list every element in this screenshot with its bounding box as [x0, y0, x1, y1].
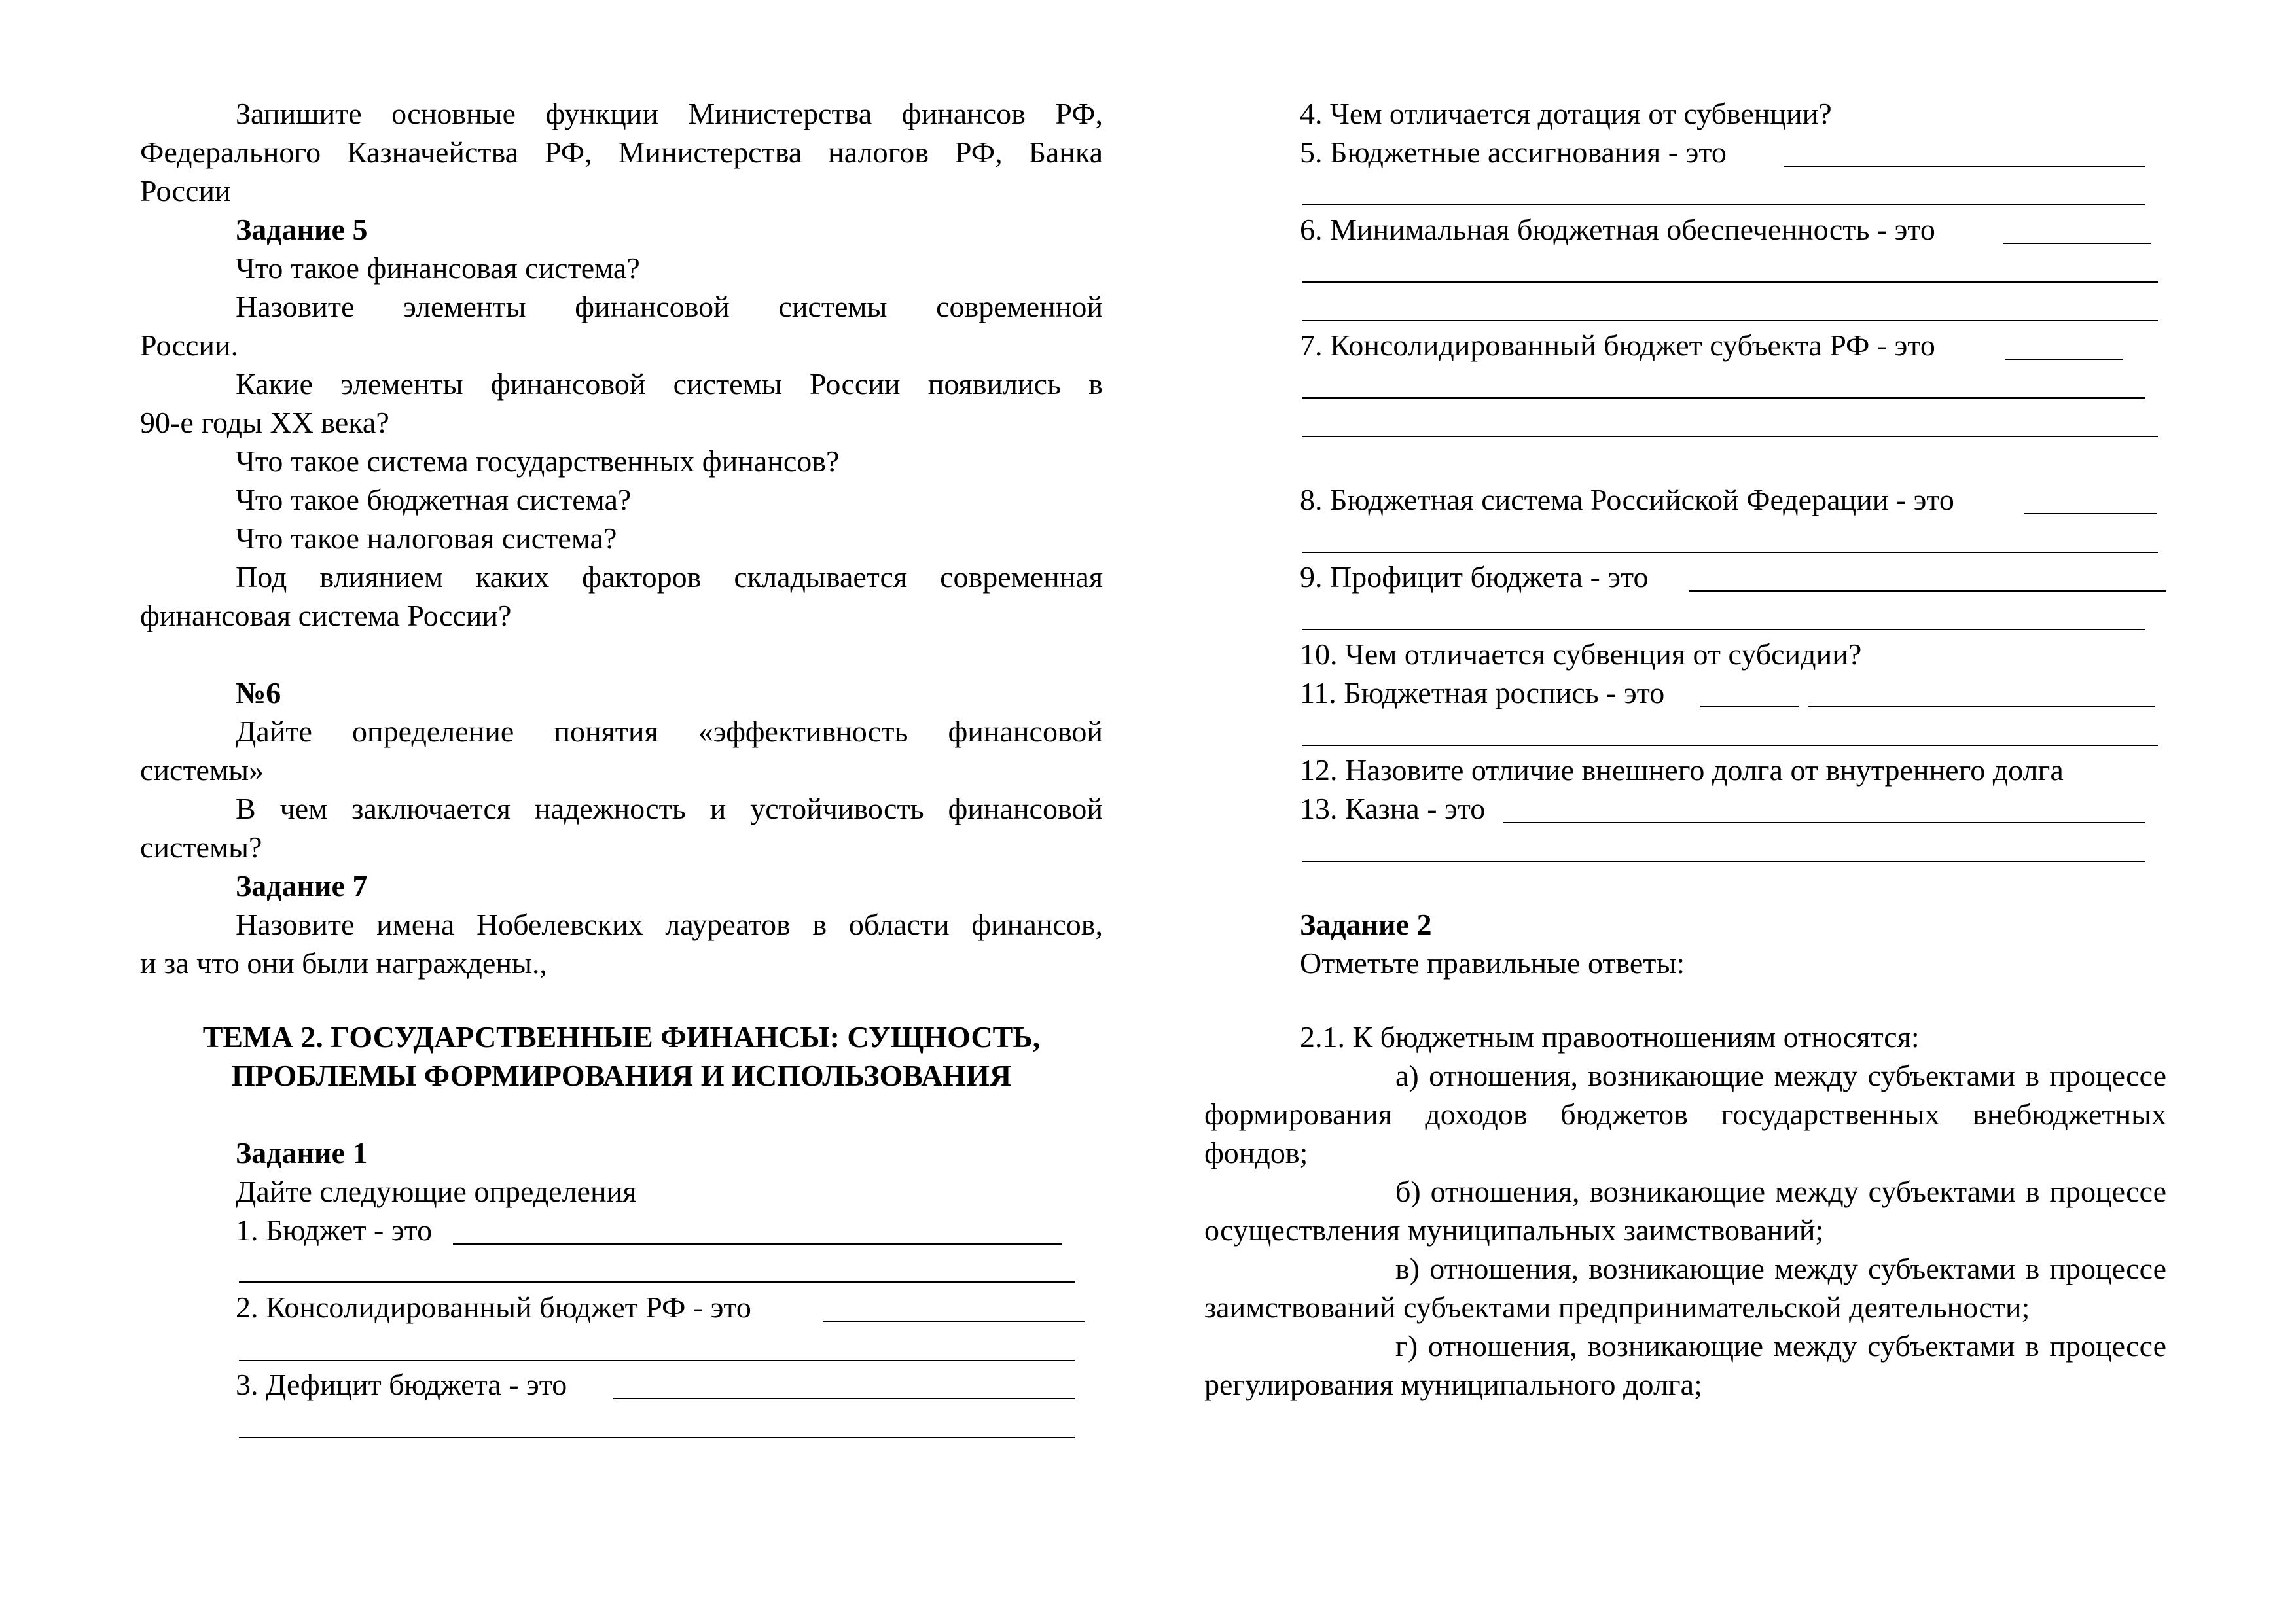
theme-title-line-2: ПРОБЛЕМЫ ФОРМИРОВАНИЯ И ИСПОЛЬЗОВАНИЯ — [231, 1059, 1012, 1092]
item-4: 4. Чем отличается дотация от субвенции? — [1300, 97, 1832, 130]
answer-line — [2024, 513, 2157, 514]
option-c-line-2: заимствований субъектами предпринимательской деятельности; — [1204, 1291, 2030, 1324]
task5-q7-line-2: финансовая система России? — [140, 599, 512, 632]
option-d-line-1: г) отношения, возникающие между субъектами в процессе — [1395, 1329, 2166, 1363]
answer-line — [1302, 397, 2145, 399]
answer-line — [1689, 590, 2166, 592]
option-d-line-2: регулирования муниципального долга; — [1204, 1368, 1702, 1401]
question-2-1: 2.1. К бюджетным правоотношениям относятся: — [1300, 1020, 1920, 1054]
option-a-line-3: фондов; — [1204, 1136, 1308, 1169]
functions-line-3: России — [140, 174, 231, 207]
task7-q1-line-2: и за что они были награждены., — [140, 946, 547, 980]
task5-q1: Что такое финансовая система? — [236, 251, 640, 285]
answer-line — [1808, 706, 2155, 707]
item-5: 5. Бюджетные ассигнования - это — [1300, 135, 1727, 169]
item-8: 8. Бюджетная система Российской Федерации - это — [1300, 483, 1954, 516]
answer-line — [1784, 166, 2145, 167]
definition-budget: 1. Бюджет - это — [236, 1213, 433, 1247]
item-11: 11. Бюджетная роспись - это — [1300, 676, 1665, 709]
answer-line — [1302, 281, 2158, 283]
answer-line — [2005, 359, 2123, 360]
task7-q1-line-1: Назовите имена Нобелевских лауреатов в области финансов, — [236, 908, 1103, 941]
task5-q4: Что такое система государственных финансов? — [236, 444, 840, 478]
task1-heading: Задание 1 — [236, 1136, 368, 1169]
task1-intro: Дайте следующие определения — [236, 1175, 637, 1208]
task5-q2-line-2: России. — [140, 329, 239, 362]
n6-q2-line-1: В чем заключается надежность и устойчивость финансовой — [236, 792, 1103, 825]
option-b-line-1: б) отношения, возникающие между субъектами в процессе — [1395, 1175, 2166, 1208]
option-a-line-1: а) отношения, возникающие между субъектами в процессе — [1395, 1059, 2166, 1092]
answer-line — [1302, 436, 2158, 437]
item-7: 7. Консолидированный бюджет субъекта РФ - это — [1300, 329, 1935, 362]
functions-line-1: Запишите основные функции Министерства финансов РФ, — [236, 97, 1103, 130]
task5-q3-line-1: Какие элементы финансовой системы России появились в — [236, 367, 1103, 401]
answer-line — [1700, 706, 1799, 707]
n6-heading: №6 — [236, 676, 281, 709]
answer-line — [1302, 204, 2145, 205]
item-13: 13. Казна - это — [1300, 792, 1486, 825]
task2-heading: Задание 2 — [1300, 908, 1432, 941]
definition-consolidated-budget: 2. Консолидированный бюджет РФ - это — [236, 1291, 751, 1324]
n6-q2-line-2: системы? — [140, 830, 262, 864]
task5-q3-line-2: 90-е годы XX века? — [140, 406, 389, 439]
item-9: 9. Профицит бюджета - это — [1300, 560, 1649, 594]
task5-q2-line-1: Назовите элементы финансовой системы современной — [236, 290, 1103, 323]
task5-q5: Что такое бюджетная система? — [236, 483, 632, 516]
task5-q7-line-1: Под влиянием каких факторов складывается современная — [236, 560, 1103, 594]
option-c-line-1: в) отношения, возникающие между субъектами в процессе — [1395, 1252, 2166, 1285]
option-a-line-2: формирования доходов бюджетов государственных внебюджетных — [1204, 1097, 2166, 1131]
functions-line-2: Федерального Казначейства РФ, Министерства налогов РФ, Банка — [140, 135, 1103, 169]
answer-line — [1302, 629, 2145, 630]
item-12: 12. Назовите отличие внешнего долга от внутреннего долга — [1300, 753, 2064, 787]
task2-intro: Отметьте правильные ответы: — [1300, 946, 1685, 980]
item-10: 10. Чем отличается субвенция от субсидии? — [1300, 637, 1862, 671]
theme-title-line-1: ТЕМА 2. ГОСУДАРСТВЕННЫЕ ФИНАНСЫ: СУЩНОСТЬ, — [202, 1020, 1041, 1054]
task5-heading: Задание 5 — [236, 213, 368, 246]
task5-q6: Что такое налоговая система? — [236, 522, 617, 555]
option-b-line-2: осуществления муниципальных заимствований; — [1204, 1213, 1824, 1247]
answer-line — [1302, 861, 2145, 862]
definition-deficit: 3. Дефицит бюджета - это — [236, 1368, 567, 1401]
task7-heading: Задание 7 — [236, 869, 368, 902]
answer-line — [2003, 243, 2151, 244]
n6-q1-line-1: Дайте определение понятия «эффективность финансовой — [236, 715, 1103, 748]
answer-line — [1302, 320, 2158, 321]
answer-line — [1302, 552, 2158, 553]
n6-q1-line-2: системы» — [140, 753, 264, 787]
item-6: 6. Минимальная бюджетная обеспеченность - это — [1300, 213, 1935, 246]
answer-line — [1503, 822, 2145, 823]
answer-line — [1302, 745, 2158, 746]
